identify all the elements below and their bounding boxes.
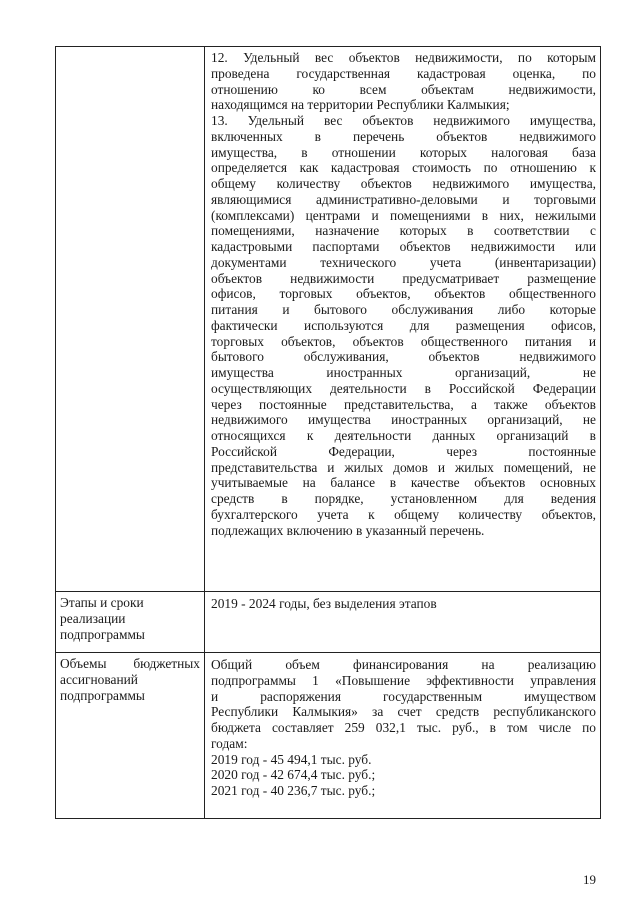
text-line: проведена государственная кадастровая оценка, по [211, 65, 596, 81]
text-line: 2019 - 2024 годы, без выделения этапов [211, 596, 437, 611]
text-line: бюджета составляет 259 032,1 тыс. руб., в том числе по [211, 720, 596, 735]
text-line: помещениями, назначение которых в соответствии с [211, 223, 596, 239]
text-line: подпрограммы [60, 627, 145, 642]
text-line: относящихся к деятельности данных организаций в [211, 428, 596, 443]
budget-value-cell [205, 653, 601, 818]
text-line: питания и бытового обслуживания либо которые [211, 302, 596, 317]
text-line: 2021 год - 40 236,7 тыс. руб.; [211, 783, 376, 798]
text-line: подпрограммы [60, 688, 145, 703]
text-line: через постоянные представительства, а также объектов [211, 396, 596, 412]
text-line: фактически используются для размещения офисов, [211, 317, 596, 333]
indicators-cell [205, 47, 601, 591]
text-line: 2020 год - 42 674,4 тыс. руб.; [211, 767, 376, 783]
text-line: имущества иностранных организаций, не [211, 365, 596, 380]
text-line: офисов, торговых объектов, объектов общественного [211, 286, 596, 302]
text-line: представительства и жилых домов и жилых помещений, не [211, 459, 596, 475]
text-line: ассигнований [60, 672, 138, 687]
text-line: реализации [60, 611, 126, 626]
text-line: годам: [211, 735, 248, 751]
text-line: средств в порядке, установленном для ведения [211, 491, 596, 506]
text-line: являющимися административно-деловыми и торговыми [211, 191, 596, 207]
text-line: Объемы бюджетных [60, 656, 200, 671]
text-line: отношению ко всем объектам недвижимости, [211, 81, 596, 97]
text-line: Республики Калмыкия» за счет средств республиканского [211, 704, 596, 720]
row-label-cell [56, 47, 205, 591]
text-line: имущества, в отношении которых налоговая база [211, 144, 596, 160]
text-line: (комплексами) центрами и помещениями в них, нежилыми [211, 207, 596, 223]
text-line: объектов недвижимости предусматривает размещение [211, 270, 596, 286]
text-line: Этапы и сроки [60, 595, 144, 610]
text-line: 13. Удельный вес объектов недвижимого имущества, [211, 113, 596, 128]
text-line: подпрограммы 1 «Повышение эффективности управления [211, 672, 596, 688]
text-line: включенных в перечень объектов недвижимого [211, 128, 596, 144]
page-number: 19 [583, 872, 596, 887]
table-row [56, 592, 601, 653]
text-line: Российской Федерации, через постоянные [211, 443, 596, 459]
text-line: бухгалтерского учета к общему количеству объектов, [211, 506, 596, 522]
text-line: осуществляющих деятельности в Российской Федерации [211, 380, 596, 396]
text-line: находящимся на территории Республики Калмыкия; [211, 97, 510, 113]
text-line: 2019 год - 45 494,1 тыс. руб. [211, 751, 372, 767]
text-line: кадастровыми паспортами объектов недвижимости или [211, 239, 596, 254]
text-line: общему количеству объектов недвижимого имущества, [211, 176, 596, 191]
text-line: бытового обслуживания, объектов недвижимого [211, 349, 596, 365]
text-line: документами технического учета (инвентаризации) [211, 254, 596, 270]
table-row [56, 47, 601, 592]
text-line: недвижимого имущества иностранных организаций, не [211, 412, 596, 428]
text-line: торговых объектов, объектов общественного питания и [211, 333, 596, 349]
table-row [56, 653, 601, 819]
text-line: и распоряжения государственным имуществом [211, 688, 596, 704]
budget-label-cell [56, 653, 205, 818]
text-line: Общий объем финансирования на реализацию [211, 657, 596, 672]
text-line: учитываемые на балансе в качестве объектов основных [211, 475, 596, 491]
stages-label-cell [56, 592, 205, 652]
text-line: определяется как кадастровая стоимость по отношению к [211, 160, 596, 176]
text-line: подлежащих включению в указанный перечень. [211, 522, 485, 538]
text-line: 12. Удельный вес объектов недвижимости, по которым [211, 50, 596, 65]
passport-table [55, 46, 601, 819]
stages-value-cell [205, 592, 601, 652]
